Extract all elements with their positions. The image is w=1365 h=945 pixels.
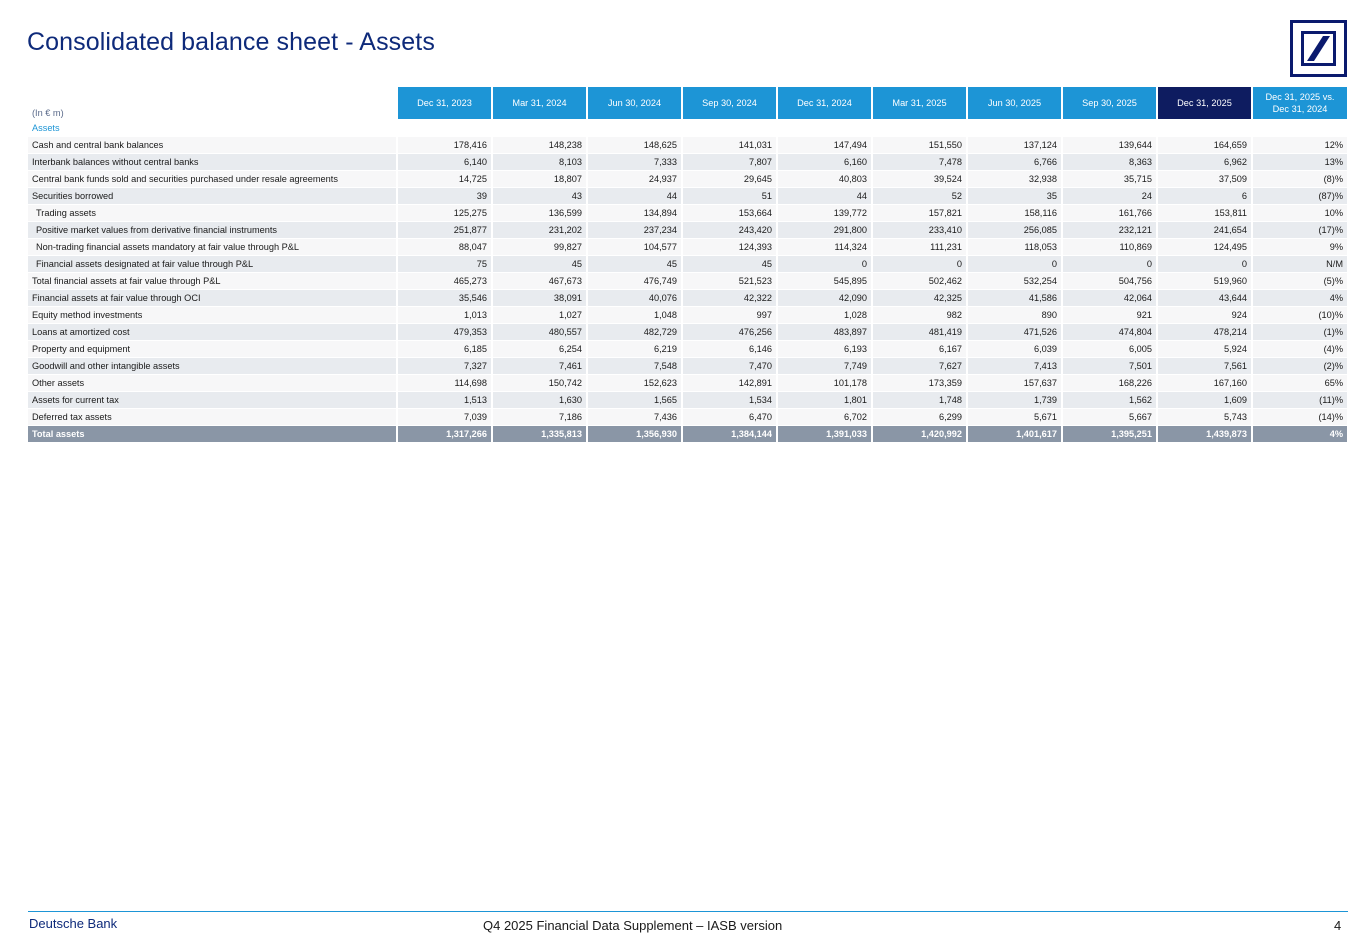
value-cell: 1,317,266 bbox=[396, 426, 491, 443]
table-row bbox=[28, 171, 1347, 188]
value-cell: 7,807 bbox=[681, 154, 776, 171]
value-cell: 51 bbox=[681, 188, 776, 205]
value-cell: 6,219 bbox=[586, 341, 681, 358]
value-cell: 101,178 bbox=[776, 375, 871, 392]
value-cell: 233,410 bbox=[871, 222, 966, 239]
value-cell: 0 bbox=[1061, 256, 1156, 273]
footer-brand: Deutsche Bank bbox=[29, 916, 118, 931]
value-cell: 476,749 bbox=[586, 273, 681, 290]
value-cell: 532,254 bbox=[966, 273, 1061, 290]
row-label: Other assets bbox=[28, 375, 396, 392]
value-cell: 139,772 bbox=[776, 205, 871, 222]
row-label: Positive market values from derivative financial instruments bbox=[28, 222, 396, 239]
unit-label: (In € m) bbox=[32, 108, 64, 118]
change-cell: 9% bbox=[1251, 239, 1347, 256]
row-label: Financial assets at fair value through OCI bbox=[28, 290, 396, 307]
value-cell: 924 bbox=[1156, 307, 1251, 324]
value-cell: 0 bbox=[966, 256, 1061, 273]
value-cell: 5,743 bbox=[1156, 409, 1251, 426]
comparison-header-line2: Dec 31, 2024 bbox=[1272, 104, 1328, 114]
change-cell: (10)% bbox=[1251, 307, 1347, 324]
value-cell: 7,461 bbox=[491, 358, 586, 375]
table-row bbox=[28, 324, 1347, 341]
value-cell: 1,739 bbox=[966, 392, 1061, 409]
change-cell: 4% bbox=[1251, 290, 1347, 307]
change-cell: (2)% bbox=[1251, 358, 1347, 375]
table-row bbox=[28, 375, 1347, 392]
value-cell: 136,599 bbox=[491, 205, 586, 222]
value-cell: 483,897 bbox=[776, 324, 871, 341]
value-cell: 6,470 bbox=[681, 409, 776, 426]
column-header: Dec 31, 2024 bbox=[776, 87, 871, 119]
value-cell: 1,048 bbox=[586, 307, 681, 324]
table-row bbox=[28, 307, 1347, 324]
value-cell: 467,673 bbox=[491, 273, 586, 290]
value-cell: 139,644 bbox=[1061, 137, 1156, 154]
value-cell: 921 bbox=[1061, 307, 1156, 324]
change-cell: 12% bbox=[1251, 137, 1347, 154]
column-header: Mar 31, 2024 bbox=[491, 87, 586, 119]
value-cell: 6,039 bbox=[966, 341, 1061, 358]
value-cell: 982 bbox=[871, 307, 966, 324]
change-cell: (4)% bbox=[1251, 341, 1347, 358]
column-header: Jun 30, 2025 bbox=[966, 87, 1061, 119]
value-cell: 482,729 bbox=[586, 324, 681, 341]
value-cell: 118,053 bbox=[966, 239, 1061, 256]
column-header: Mar 31, 2025 bbox=[871, 87, 966, 119]
table-row bbox=[28, 222, 1347, 239]
change-cell: 4% bbox=[1251, 426, 1347, 443]
value-cell: 6,140 bbox=[396, 154, 491, 171]
value-cell: 42,064 bbox=[1061, 290, 1156, 307]
value-cell: 0 bbox=[1156, 256, 1251, 273]
table-row bbox=[28, 341, 1347, 358]
value-cell: 167,160 bbox=[1156, 375, 1251, 392]
value-cell: 504,756 bbox=[1061, 273, 1156, 290]
deutsche-bank-logo bbox=[1290, 20, 1347, 77]
value-cell: 232,121 bbox=[1061, 222, 1156, 239]
change-cell: (8)% bbox=[1251, 171, 1347, 188]
value-cell: 6,766 bbox=[966, 154, 1061, 171]
footer-divider bbox=[28, 911, 1348, 912]
value-cell: 6,167 bbox=[871, 341, 966, 358]
value-cell: 42,322 bbox=[681, 290, 776, 307]
value-cell: 14,725 bbox=[396, 171, 491, 188]
table-row bbox=[28, 358, 1347, 375]
value-cell: 890 bbox=[966, 307, 1061, 324]
value-cell: 39 bbox=[396, 188, 491, 205]
value-cell: 6,146 bbox=[681, 341, 776, 358]
row-label: Loans at amortized cost bbox=[28, 324, 396, 341]
value-cell: 6,962 bbox=[1156, 154, 1251, 171]
row-label: Central bank funds sold and securities purchased under resale agreements bbox=[28, 171, 396, 188]
value-cell: 44 bbox=[776, 188, 871, 205]
value-cell: 1,609 bbox=[1156, 392, 1251, 409]
table-row bbox=[28, 137, 1347, 154]
value-cell: 0 bbox=[871, 256, 966, 273]
column-header: Sep 30, 2025 bbox=[1061, 87, 1156, 119]
page-title: Consolidated balance sheet - Assets bbox=[27, 28, 435, 56]
comparison-header bbox=[1251, 87, 1347, 119]
value-cell: 173,359 bbox=[871, 375, 966, 392]
value-cell: 29,645 bbox=[681, 171, 776, 188]
row-label: Goodwill and other intangible assets bbox=[28, 358, 396, 375]
row-label: Securities borrowed bbox=[28, 188, 396, 205]
value-cell: 231,202 bbox=[491, 222, 586, 239]
value-cell: 24 bbox=[1061, 188, 1156, 205]
value-cell: 1,748 bbox=[871, 392, 966, 409]
row-label: Total financial assets at fair value through P&L bbox=[28, 273, 396, 290]
value-cell: 1,801 bbox=[776, 392, 871, 409]
value-cell: 6 bbox=[1156, 188, 1251, 205]
value-cell: 43,644 bbox=[1156, 290, 1251, 307]
value-cell: 39,524 bbox=[871, 171, 966, 188]
value-cell: 502,462 bbox=[871, 273, 966, 290]
value-cell: 471,526 bbox=[966, 324, 1061, 341]
change-cell: 13% bbox=[1251, 154, 1347, 171]
value-cell: 104,577 bbox=[586, 239, 681, 256]
value-cell: 1,420,992 bbox=[871, 426, 966, 443]
value-cell: 40,803 bbox=[776, 171, 871, 188]
page-number: 4 bbox=[1334, 918, 1342, 933]
value-cell: 45 bbox=[491, 256, 586, 273]
change-cell: (5)% bbox=[1251, 273, 1347, 290]
value-cell: 147,494 bbox=[776, 137, 871, 154]
value-cell: 124,495 bbox=[1156, 239, 1251, 256]
value-cell: 5,924 bbox=[1156, 341, 1251, 358]
header-row bbox=[28, 87, 1347, 119]
value-cell: 45 bbox=[586, 256, 681, 273]
value-cell: 481,419 bbox=[871, 324, 966, 341]
value-cell: 153,811 bbox=[1156, 205, 1251, 222]
value-cell: 251,877 bbox=[396, 222, 491, 239]
value-cell: 18,807 bbox=[491, 171, 586, 188]
value-cell: 114,324 bbox=[776, 239, 871, 256]
value-cell: 134,894 bbox=[586, 205, 681, 222]
column-header: Jun 30, 2024 bbox=[586, 87, 681, 119]
table-row bbox=[28, 273, 1347, 290]
row-label: Property and equipment bbox=[28, 341, 396, 358]
change-cell: N/M bbox=[1251, 256, 1347, 273]
value-cell: 142,891 bbox=[681, 375, 776, 392]
value-cell: 479,353 bbox=[396, 324, 491, 341]
value-cell: 1,565 bbox=[586, 392, 681, 409]
value-cell: 1,395,251 bbox=[1061, 426, 1156, 443]
value-cell: 5,667 bbox=[1061, 409, 1156, 426]
value-cell: 476,256 bbox=[681, 324, 776, 341]
value-cell: 519,960 bbox=[1156, 273, 1251, 290]
change-cell: (17)% bbox=[1251, 222, 1347, 239]
change-cell: (11)% bbox=[1251, 392, 1347, 409]
value-cell: 88,047 bbox=[396, 239, 491, 256]
table-row bbox=[28, 188, 1347, 205]
table-row bbox=[28, 409, 1347, 426]
value-cell: 99,827 bbox=[491, 239, 586, 256]
value-cell: 237,234 bbox=[586, 222, 681, 239]
value-cell: 7,470 bbox=[681, 358, 776, 375]
value-cell: 474,804 bbox=[1061, 324, 1156, 341]
value-cell: 178,416 bbox=[396, 137, 491, 154]
value-cell: 243,420 bbox=[681, 222, 776, 239]
table-row bbox=[28, 239, 1347, 256]
value-cell: 6,254 bbox=[491, 341, 586, 358]
value-cell: 7,327 bbox=[396, 358, 491, 375]
table-row bbox=[28, 256, 1347, 273]
value-cell: 256,085 bbox=[966, 222, 1061, 239]
value-cell: 478,214 bbox=[1156, 324, 1251, 341]
value-cell: 7,186 bbox=[491, 409, 586, 426]
value-cell: 997 bbox=[681, 307, 776, 324]
value-cell: 1,534 bbox=[681, 392, 776, 409]
column-header: Dec 31, 2023 bbox=[396, 87, 491, 119]
value-cell: 124,393 bbox=[681, 239, 776, 256]
value-cell: 7,478 bbox=[871, 154, 966, 171]
row-label: Deferred tax assets bbox=[28, 409, 396, 426]
change-cell: 65% bbox=[1251, 375, 1347, 392]
value-cell: 1,028 bbox=[776, 307, 871, 324]
logo-slash-icon bbox=[1304, 34, 1333, 63]
value-cell: 35,715 bbox=[1061, 171, 1156, 188]
value-cell: 480,557 bbox=[491, 324, 586, 341]
balance-sheet-table bbox=[28, 87, 1347, 443]
value-cell: 7,627 bbox=[871, 358, 966, 375]
value-cell: 1,630 bbox=[491, 392, 586, 409]
value-cell: 137,124 bbox=[966, 137, 1061, 154]
value-cell: 38,091 bbox=[491, 290, 586, 307]
value-cell: 157,637 bbox=[966, 375, 1061, 392]
value-cell: 161,766 bbox=[1061, 205, 1156, 222]
value-cell: 152,623 bbox=[586, 375, 681, 392]
row-label: Financial assets designated at fair value through P&L bbox=[28, 256, 396, 273]
value-cell: 41,586 bbox=[966, 290, 1061, 307]
value-cell: 153,664 bbox=[681, 205, 776, 222]
value-cell: 8,363 bbox=[1061, 154, 1156, 171]
value-cell: 1,391,033 bbox=[776, 426, 871, 443]
column-header: Sep 30, 2024 bbox=[681, 87, 776, 119]
value-cell: 7,333 bbox=[586, 154, 681, 171]
value-cell: 157,821 bbox=[871, 205, 966, 222]
comparison-header-line1: Dec 31, 2025 vs. bbox=[1265, 92, 1335, 102]
change-cell: (1)% bbox=[1251, 324, 1347, 341]
value-cell: 1,384,144 bbox=[681, 426, 776, 443]
value-cell: 1,439,873 bbox=[1156, 426, 1251, 443]
value-cell: 45 bbox=[681, 256, 776, 273]
value-cell: 7,548 bbox=[586, 358, 681, 375]
value-cell: 8,103 bbox=[491, 154, 586, 171]
value-cell: 43 bbox=[491, 188, 586, 205]
row-label: Assets for current tax bbox=[28, 392, 396, 409]
value-cell: 35 bbox=[966, 188, 1061, 205]
change-cell: 10% bbox=[1251, 205, 1347, 222]
value-cell: 125,275 bbox=[396, 205, 491, 222]
table-row bbox=[28, 290, 1347, 307]
value-cell: 6,702 bbox=[776, 409, 871, 426]
value-cell: 44 bbox=[586, 188, 681, 205]
section-label: Assets bbox=[28, 119, 1347, 137]
value-cell: 158,116 bbox=[966, 205, 1061, 222]
row-label: Equity method investments bbox=[28, 307, 396, 324]
value-cell: 1,401,617 bbox=[966, 426, 1061, 443]
value-cell: 141,031 bbox=[681, 137, 776, 154]
value-cell: 6,160 bbox=[776, 154, 871, 171]
value-cell: 1,513 bbox=[396, 392, 491, 409]
value-cell: 42,090 bbox=[776, 290, 871, 307]
value-cell: 37,509 bbox=[1156, 171, 1251, 188]
value-cell: 40,076 bbox=[586, 290, 681, 307]
value-cell: 148,625 bbox=[586, 137, 681, 154]
value-cell: 545,895 bbox=[776, 273, 871, 290]
table-row bbox=[28, 392, 1347, 409]
row-label: Interbank balances without central banks bbox=[28, 154, 396, 171]
value-cell: 75 bbox=[396, 256, 491, 273]
value-cell: 6,005 bbox=[1061, 341, 1156, 358]
change-cell: (14)% bbox=[1251, 409, 1347, 426]
value-cell: 24,937 bbox=[586, 171, 681, 188]
row-label: Trading assets bbox=[28, 205, 396, 222]
change-cell: (87)% bbox=[1251, 188, 1347, 205]
value-cell: 52 bbox=[871, 188, 966, 205]
value-cell: 148,238 bbox=[491, 137, 586, 154]
value-cell: 7,039 bbox=[396, 409, 491, 426]
row-label: Non-trading financial assets mandatory at fair value through P&L bbox=[28, 239, 396, 256]
value-cell: 6,299 bbox=[871, 409, 966, 426]
value-cell: 1,013 bbox=[396, 307, 491, 324]
value-cell: 32,938 bbox=[966, 171, 1061, 188]
value-cell: 1,335,813 bbox=[491, 426, 586, 443]
row-label: Total assets bbox=[28, 426, 396, 443]
value-cell: 291,800 bbox=[776, 222, 871, 239]
value-cell: 164,659 bbox=[1156, 137, 1251, 154]
value-cell: 0 bbox=[776, 256, 871, 273]
value-cell: 42,325 bbox=[871, 290, 966, 307]
value-cell: 7,501 bbox=[1061, 358, 1156, 375]
value-cell: 151,550 bbox=[871, 137, 966, 154]
logo-frame bbox=[1301, 31, 1336, 66]
value-cell: 6,193 bbox=[776, 341, 871, 358]
section-row bbox=[28, 119, 1347, 137]
value-cell: 1,562 bbox=[1061, 392, 1156, 409]
value-cell: 7,436 bbox=[586, 409, 681, 426]
value-cell: 7,749 bbox=[776, 358, 871, 375]
total-row bbox=[28, 426, 1347, 443]
value-cell: 1,027 bbox=[491, 307, 586, 324]
column-header-current: Dec 31, 2025 bbox=[1156, 87, 1251, 119]
value-cell: 110,869 bbox=[1061, 239, 1156, 256]
table-row bbox=[28, 154, 1347, 171]
value-cell: 150,742 bbox=[491, 375, 586, 392]
footer-document-title: Q4 2025 Financial Data Supplement – IASB version bbox=[483, 918, 783, 933]
value-cell: 7,561 bbox=[1156, 358, 1251, 375]
value-cell: 241,654 bbox=[1156, 222, 1251, 239]
value-cell: 5,671 bbox=[966, 409, 1061, 426]
value-cell: 168,226 bbox=[1061, 375, 1156, 392]
row-label: Cash and central bank balances bbox=[28, 137, 396, 154]
value-cell: 1,356,930 bbox=[586, 426, 681, 443]
value-cell: 35,546 bbox=[396, 290, 491, 307]
value-cell: 111,231 bbox=[871, 239, 966, 256]
value-cell: 114,698 bbox=[396, 375, 491, 392]
table-row bbox=[28, 205, 1347, 222]
value-cell: 7,413 bbox=[966, 358, 1061, 375]
value-cell: 521,523 bbox=[681, 273, 776, 290]
value-cell: 6,185 bbox=[396, 341, 491, 358]
value-cell: 465,273 bbox=[396, 273, 491, 290]
